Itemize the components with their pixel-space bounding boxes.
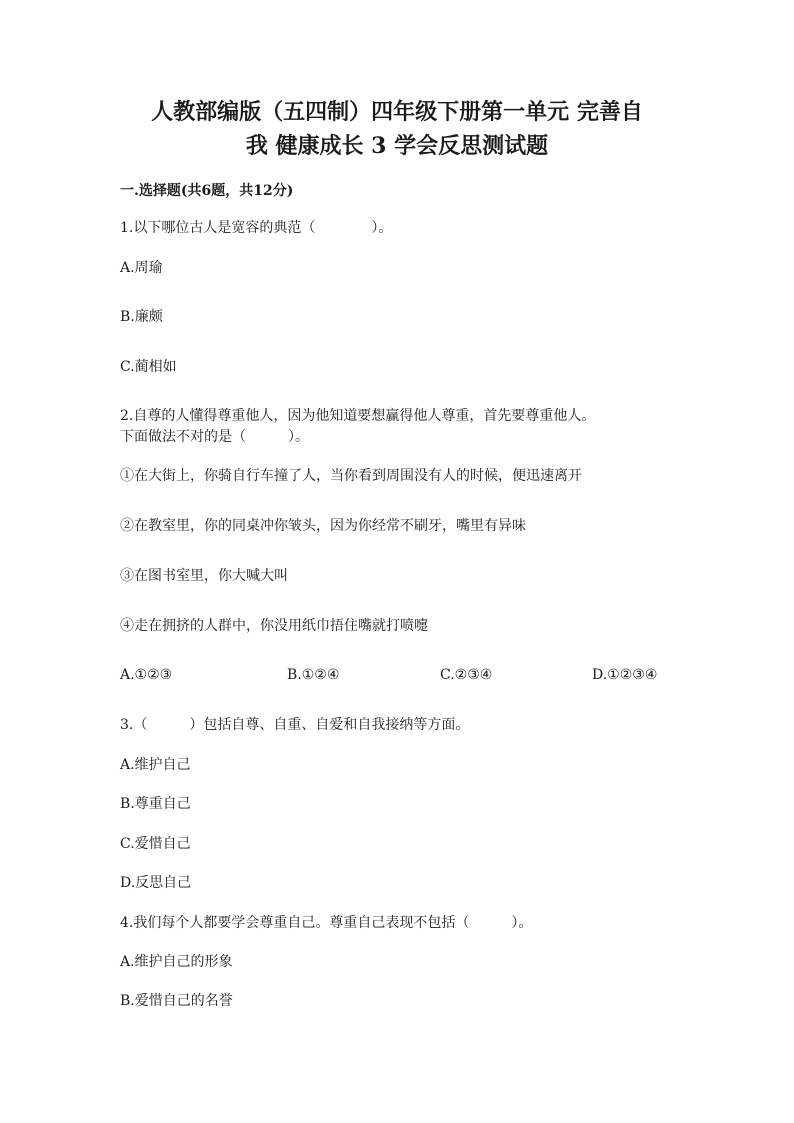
question-1-option-a: A.周瑜 — [120, 260, 163, 276]
question-2-option-a: A.①②③ — [120, 667, 173, 683]
section-heading: 一.选择题(共6题，共12分) — [120, 183, 294, 199]
question-2-stem-line-1: 2.自尊的人懂得尊重他人，因为他知道要想赢得他人尊重，首先要尊重他人。 — [120, 408, 596, 424]
question-4-option-a: A.维护自己的形象 — [120, 954, 233, 970]
question-4-option-b: B.爱惜自己的名誉 — [120, 993, 233, 1009]
question-3-option-d: D.反思自己 — [120, 875, 192, 891]
question-2-statement-2: ②在教室里，你的同桌冲你皱头，因为你经常不刷牙，嘴里有异味 — [120, 518, 526, 534]
question-3-stem: 3.（ ）包括自尊、自重、自爱和自我接纳等方面。 — [120, 717, 470, 733]
question-1-stem: 1.以下哪位古人是宽容的典范（ ）。 — [120, 220, 393, 236]
question-3-option-a: A.维护自己 — [120, 757, 191, 773]
question-2-option-b: B.①②④ — [287, 667, 340, 683]
question-4-stem: 4.我们每个人都要学会尊重自己。尊重自己表现不包括（ ）。 — [120, 915, 533, 931]
document-title-line-1: 人教部编版（五四制）四年级下册第一单元 完善自 — [151, 99, 643, 125]
document-title-line-2: 我 健康成长 3 学会反思测试题 — [245, 133, 549, 159]
question-2-option-c: C.②③④ — [440, 667, 493, 683]
question-3-option-b: B.尊重自己 — [120, 796, 191, 812]
question-2-stem-line-2: 下面做法不对的是（ ）。 — [120, 429, 309, 445]
question-1-option-c: C.蔺相如 — [120, 359, 177, 375]
question-3-option-c: C.爱惜自己 — [120, 836, 191, 852]
question-2-statement-4: ④走在拥挤的人群中，你没用纸巾捂住嘴就打喷嚏 — [120, 618, 428, 634]
question-1-option-b: B.廉颇 — [120, 309, 163, 325]
question-2-statement-1: ①在大街上，你骑自行车撞了人，当你看到周围没有人的时候，便迅速离开 — [120, 468, 582, 484]
question-2-statement-3: ③在图书室里，你大喊大叫 — [120, 568, 288, 584]
question-2-option-d: D.①②③④ — [592, 667, 658, 683]
